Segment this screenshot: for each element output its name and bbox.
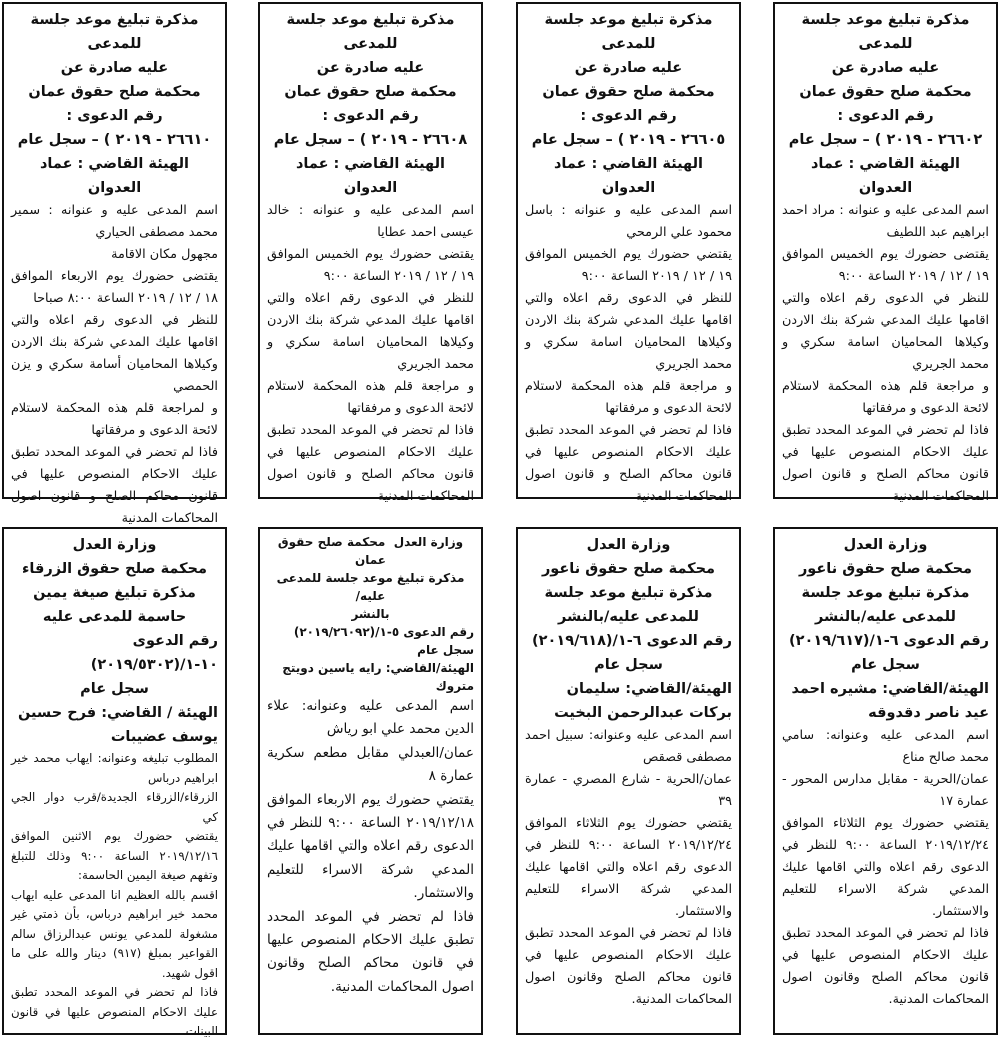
body-paragraph: للنظر في الدعوى رقم اعلاه والتي اقامها عليك المدعي شركة بنك الاردن وكيلاها المحاميان اسامة سكري و محمد الجريري [267, 291, 474, 372]
body-paragraph: فاذا لم تحضر في الموعد المحدد تطبق عليك الاحكام المنصوص عليها في قانون محاكم الصلح وقانون اصول المحاكمات المدنية. [525, 926, 732, 1007]
body-paragraph: للنظر في الدعوى رقم اعلاه والتي اقامها عليك المدعي شركة بنك الاردن وكيلاها المحاميان أسامة سكري و يزن الحمصي [11, 313, 218, 394]
body-paragraph: اسم المدعى عليه و عنوانه : مراد احمد ابراهيم عبد اللطيف [782, 203, 989, 240]
body-paragraph: فاذا لم تحضر في الموعد المحدد تطبق عليك الاحكام المنصوص عليها في قانون محاكم الصلح و قانون اصول المحاكمات المدنية [267, 423, 474, 504]
header-line: وزارة العدل [586, 537, 671, 553]
body-paragraph: اقسم بالله العظيم انا المدعى عليه ايهاب محمد خير ابراهيم درباس، بأن ذمتي غير مشغولة للمدعي يونس عبدالرزاق سالم القواعير بمبلغ (٩١٧) دينار والله على ما اقول شهيد. [11, 887, 218, 980]
notice-body [525, 200, 732, 508]
body-paragraph: المطلوب تبليغه وعنوانه: ايهاب محمد خير ابراهيم درباس [11, 751, 218, 785]
judge-line: الهيئة/القاضي: رايه ياسين دويتج متروك [282, 661, 474, 693]
header-line: محكمة صلح حقوق عمان [542, 84, 715, 100]
body-paragraph: يقتضى حضورك يوم الخميس الموافق ١٩ / ١٢ / ٢٠١٩ الساعة ٩:٠٠ [267, 247, 474, 284]
header-line: عليه صادرة عن [574, 60, 683, 76]
notice-bottom-1 [773, 527, 998, 1035]
header-line: محكمة صلح حقوق عمان [799, 84, 972, 100]
notice-body [782, 200, 989, 508]
registry-line: سجل عام [417, 643, 474, 657]
notice-header [267, 8, 474, 128]
body-paragraph: يقتضي حضورك يوم الخميس الموافق ١٩ / ١٢ / ٢٠١٩ الساعة ٩:٠٠ [525, 247, 732, 284]
case-number: ٢٦٦١٠ - ٢٠١٩ ) – سجل عام [17, 132, 212, 148]
case-number: رقم الدعوى ١٠-١/(٢٠١٩/٥٣٠٢) [90, 633, 218, 673]
body-paragraph: عمان/الحرية - مقابل مدارس المحور - عمارة ١٧ [782, 772, 989, 809]
judge-line: الهيئة القاضي : عماد العدوان [295, 156, 446, 196]
body-paragraph: اسم المدعى عليه و عنوانه : خالد عيسى احمد عطايا [267, 203, 474, 240]
header-line: رقم الدعوى : [66, 108, 163, 124]
notice-bottom-4 [2, 527, 227, 1038]
body-paragraph: اسم المدعى عليه و عنوانه : سمير محمد مصطفى الحياري [11, 203, 218, 240]
body-paragraph: و مراجعة قلم هذه المحكمة لاستلام لائحة الدعوى و مرفقاتها [782, 379, 989, 416]
judge-line: الهيئة القاضي : عماد العدوان [810, 156, 961, 196]
notice-top-3 [258, 2, 483, 504]
header-line: محكمة صلح حقوق عمان [284, 84, 457, 100]
body-paragraph: يقتضى حضورك يوم الاربعاء الموافق ١٨ / ١٢ / ٢٠١٩ الساعة ٨:٠٠ صباحا [11, 269, 218, 306]
header-line: محكمة صلح حقوق ناعور [541, 561, 716, 577]
header-line: عليه صادرة عن [316, 60, 425, 76]
body-paragraph: فاذا لم تحضر في الموعد المحدد تطبق عليك الاحكام المنصوص عليها في قانون البينات. [11, 985, 218, 1038]
body-paragraph: اسم المدعى عليه و عنوانه : باسل محمود علي الرمحي [525, 203, 732, 240]
judge-line: الهيئة / القاضي: فرح حسين يوسف عضيبات [17, 705, 218, 745]
body-paragraph: الزرقاء/الزرقاء الجديدة/قرب دوار الجي كي [11, 790, 218, 824]
header-line: مذكرة تبليغ موعد جلسة للمدعى عليه/ [272, 571, 465, 603]
body-paragraph: فاذا لم تحضر في الموعد المحدد تطبق عليك الاحكام المنصوص عليها في قانون محاكم الصلح وقانون اصول المحاكمات المدنية. [267, 908, 474, 995]
notice-header [11, 8, 218, 128]
body-paragraph: يقتضي حضورك يوم الثلاثاء الموافق ٢٠١٩/١٢/٢٤ الساعة ٩:٠٠ للنظر في الدعوى رقم اعلاه والتي اقامها عليك المدعي شركة الاسراء للتعليم والاستثمار. [525, 816, 732, 919]
case-number: رقم الدعوى ٦-١/(٢٠١٩/٦١٨) [532, 633, 732, 649]
notice-body [267, 695, 474, 999]
registry-line: سجل عام [80, 681, 149, 697]
body-paragraph: اسم المدعى عليه وعنوانه: علاء الدين محمد علي ابو رياش [267, 698, 474, 738]
case-number: رقم الدعوى ٥-١/(٢٠١٩/٢٦٠٩٢) [293, 625, 474, 639]
judge-line: الهيئة القاضي : عماد العدوان [39, 156, 190, 196]
body-paragraph: يقتضي حضورك يوم الاربعاء الموافق ٢٠١٩/١٢/١٨ الساعة ٩:٠٠ للنظر في الدعوى رقم اعلاه والتي اقامها عليك المدعي شركة الاسراء للتعليم والاستثمار. [267, 791, 474, 902]
notice-top-1 [773, 2, 998, 504]
body-paragraph: عمان/الحرية - شارع المصري - عمارة ٣٩ [525, 772, 732, 809]
header-line: مذكرة تبليغ موعد جلسة للمدعى [539, 12, 713, 52]
header-line: مذكرة تبليغ موعد جلسة للمدعى عليه/بالنشر [539, 585, 713, 625]
notice-header [782, 533, 989, 629]
case-number: ٢٦٦٠٨ - ٢٠١٩ ) – سجل عام [273, 132, 468, 148]
notice-top-2 [516, 2, 741, 504]
header-line: عليه صادرة عن [831, 60, 940, 76]
notice-header [267, 533, 474, 623]
judge-line: الهيئة/القاضي: سليمان بركات عبدالرحمن البخيت [554, 681, 732, 721]
body-paragraph: و لمراجعة قلم هذه المحكمة لاستلام لائحة الدعوى و مرفقاتها [11, 401, 218, 438]
body-paragraph: عمان/العبدلي مقابل مطعم سكرية عمارة ٨ [267, 744, 474, 785]
header-line: مذكرة تبليغ موعد جلسة للمدعى عليه/بالنشر [796, 585, 970, 625]
header-line: مذكرة تبليغ موعد جلسة للمدعى [281, 12, 455, 52]
notice-body [11, 749, 218, 1042]
judge-line: الهيئة/القاضي: مشيره احمد عيد ناصر دقدوقه [791, 681, 989, 721]
header-line: رقم الدعوى : [322, 108, 419, 124]
header-line: وزارة العدل [72, 537, 157, 553]
notice-top-4 [2, 2, 227, 526]
header-line: وزارة العدل [843, 537, 928, 553]
body-paragraph: يقتضى حضورك يوم الخميس الموافق ١٩ / ١٢ / ٢٠١٩ الساعة ٩:٠٠ [782, 247, 989, 284]
body-paragraph: فاذا لم تحضر في الموعد المحدد تطبق عليك الاحكام المنصوص عليها في قانون محاكم الصلح و قانون اصول المحاكمات المدنية [782, 423, 989, 504]
body-paragraph: للنظر في الدعوى رقم اعلاه والتي اقامها عليك المدعي شركة بنك الاردن وكيلاها المحاميان اسامة سكري و محمد الجريري [782, 291, 989, 372]
body-paragraph: مجهول مكان الاقامة [111, 247, 218, 262]
header-line: مذكرة تبليغ موعد جلسة للمدعى [25, 12, 199, 52]
notice-header [525, 8, 732, 128]
registry-line: سجل عام [594, 657, 663, 673]
judge-line: الهيئة القاضي : عماد العدوان [553, 156, 704, 196]
notice-body [525, 725, 732, 1011]
header-line: رقم الدعوى : [837, 108, 934, 124]
notice-body [782, 725, 989, 1011]
header-line: رقم الدعوى : [580, 108, 677, 124]
body-paragraph: و مراجعة قلم هذه المحكمة لاستلام لائحة الدعوى و مرفقاتها [267, 379, 474, 416]
body-paragraph: يقتضي حضورك يوم الثلاثاء الموافق ٢٠١٩/١٢/٢٤ الساعة ٩:٠٠ للنظر في الدعوى رقم اعلاه والتي اقامها عليك المدعي شركة الاسراء للتعليم والاستثمار. [782, 816, 989, 919]
case-number: رقم الدعوى ٦-١/(٢٠١٩/٦١٧) [789, 633, 989, 649]
notice-bottom-3 [258, 527, 483, 1035]
body-paragraph: يقتضي حضورك يوم الاثنين الموافق ٢٠١٩/١٢/١٦ الساعة ٩:٠٠ وذلك للتبلغ وتفهم صيغة اليمين الحاسمة: [11, 829, 218, 882]
header-line: بالنشر [351, 607, 390, 621]
body-paragraph: اسم المدعى عليه وعنوانه: سبيل احمد مصطفى قصقص [525, 728, 732, 765]
notice-body [267, 200, 474, 508]
header-line: وزارة العدل محكمة صلح حقوق عمان [273, 535, 464, 567]
header-line: عليه صادرة عن [60, 60, 169, 76]
header-line: محكمة صلح حقوق ناعور [798, 561, 973, 577]
body-paragraph: للنظر في الدعوى رقم اعلاه والتي اقامها عليك المدعي شركة بنك الاردن وكيلاها المحاميان اسامة سكري و محمد الجريري [525, 291, 732, 372]
notice-bottom-2 [516, 527, 741, 1035]
case-number: ٢٦٦٠٢ - ٢٠١٩ ) – سجل عام [788, 132, 983, 148]
notice-header [782, 8, 989, 128]
body-paragraph: و مراجعة قلم هذه المحكمة لاستلام لائحة الدعوى و مرفقاتها [525, 379, 732, 416]
body-paragraph: فاذا لم تحضر في الموعد المحدد تطبق عليك الاحكام المنصوص عليها في قانون محاكم الصلح وقانون اصول المحاكمات المدنية. [782, 926, 989, 1007]
header-line: مذكرة تبليغ صيغة يمين حاسمة للمدعى عليه [28, 585, 196, 625]
body-paragraph: اسم المدعى عليه وعنوانه: سامي محمد صالح مناع [782, 728, 989, 765]
header-line: محكمة صلح حقوق عمان [28, 84, 201, 100]
case-number: ٢٦٦٠٥ - ٢٠١٩ ) – سجل عام [531, 132, 726, 148]
notice-body [11, 200, 218, 530]
header-line: مذكرة تبليغ موعد جلسة للمدعى [796, 12, 970, 52]
body-paragraph: فاذا لم تحضر في الموعد المحدد تطبق عليك الاحكام المنصوص عليها في قانون محاكم الصلح و قانون اصول المحاكمات المدنية [11, 445, 218, 526]
notice-header [11, 533, 218, 629]
registry-line: سجل عام [851, 657, 920, 673]
notice-header [525, 533, 732, 629]
body-paragraph: فاذا لم تحضر في الموعد المحدد تطبق عليك الاحكام المنصوص عليها في قانون محاكم الصلح و قانون اصول المحاكمات المدنية [525, 423, 732, 504]
header-line: محكمة صلح حقوق الزرقاء [22, 561, 207, 577]
